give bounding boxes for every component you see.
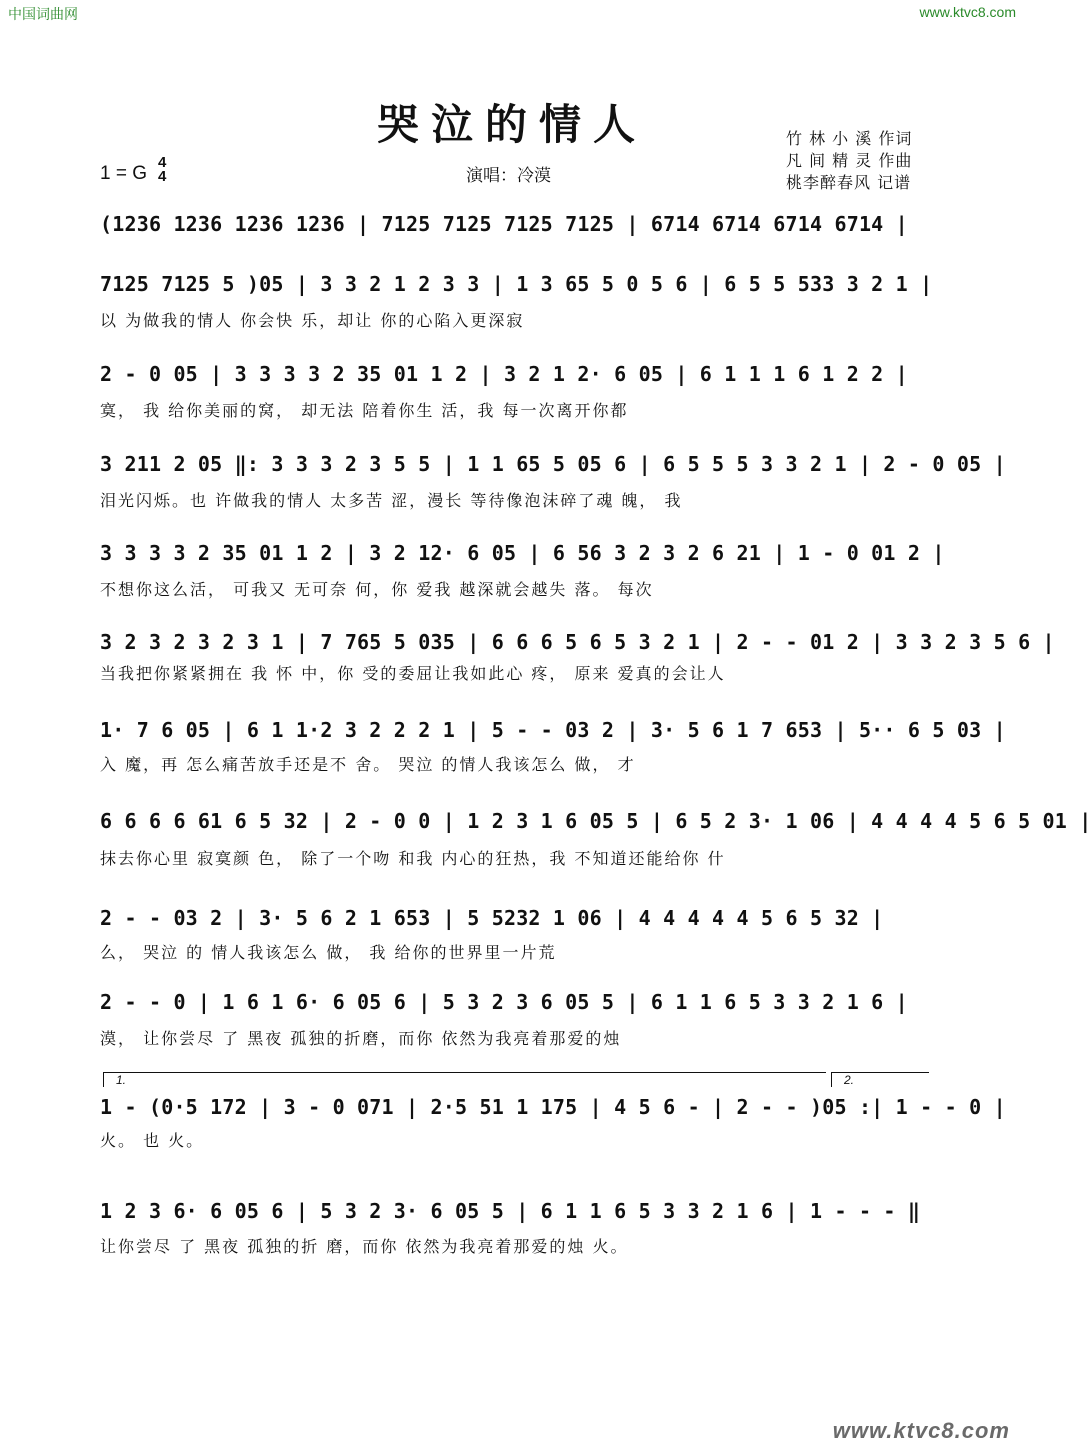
composer-credit: 凡 间 精 灵 作曲 — [786, 151, 913, 170]
score-notes-line: 7125 7125 5 )05 | 3 3 2 1 2 3 3 | 1 3 65 5 0 5 6 | 6 5 5 533 3 2 1 | — [100, 272, 933, 296]
score-lyrics-line: 抹去你心里 寂寞颜 色， 除了一个吻 和我 内心的狂热，我 不知道还能给你 什 — [100, 849, 726, 868]
score-lyrics-line: 么， 哭泣 的 情人我该怎么 做， 我 给你的世界里一片荒 — [100, 943, 557, 962]
time-signature — [158, 156, 166, 184]
score-notes-line: 6 6 6 6 61 6 5 32 | 2 - 0 0 | 1 2 3 1 6 05 5 | 6 5 2 3· 1 06 | 4 4 4 4 5 6 5 01 | — [100, 809, 1092, 833]
score-lyrics-line: 以 为做我的情人 你会快 乐，却让 你的心陷入更深寂 — [100, 311, 525, 330]
score-notes-line: 2 - - 03 2 | 3· 5 6 2 1 653 | 5 5232 1 06 | 4 4 4 4 4 5 6 5 32 | — [100, 906, 884, 930]
score-lyrics-line: 当我把你紧紧拥在 我 怀 中，你 受的委屈让我如此心 疼， 原来 爱真的会让人 — [100, 664, 726, 683]
singer-credit: 演唱：冷漠 — [466, 166, 551, 186]
key-signature: 1 = G — [100, 163, 147, 184]
site-url-bottom[interactable]: www.ktvc8.com — [832, 1418, 1010, 1443]
score-lyrics-line: 漠， 让你尝尽 了 黑夜 孤独的折磨，而你 依然为我亮着那爱的烛 — [100, 1029, 622, 1048]
transcriber-credit: 桃李醉春风 记谱 — [786, 173, 912, 192]
time-signature-bottom: 4 — [158, 168, 167, 185]
score-lyrics-line: 火。 也 火。 — [100, 1131, 205, 1150]
site-url-top-right[interactable]: www.ktvc8.com — [919, 4, 1016, 20]
score-lyrics-line: 入 魔，再 怎么痛苦放手还是不 舍。 哭泣 的情人我该怎么 做， 才 — [100, 755, 636, 774]
score-notes-line: 2 - - 0 | 1 6 1 6· 6 05 6 | 5 3 2 3 6 05 5 | 6 1 1 6 5 3 3 2 1 6 | — [100, 990, 908, 1014]
score-notes-line: 1 - (0·5 172 | 3 - 0 071 | 2·5 51 1 175 | 4 5 6 - | 2 - - )05 :| 1 - - 0 | — [100, 1095, 1006, 1119]
score-notes-line: 1· 7 6 05 | 6 1 1·2 3 2 2 2 1 | 5 - - 03 2 | 3· 5 6 1 7 653 | 5·· 6 5 03 | — [100, 718, 1006, 742]
second-ending-label: 2. — [844, 1073, 855, 1087]
score-notes-line: 3 2 3 2 3 2 3 1 | 7 765 5 035 | 6 6 6 5 6 5 3 2 1 | 2 - - 01 2 | 3 3 2 3 5 6 | — [100, 630, 1055, 654]
first-ending-bracket — [103, 1072, 826, 1087]
score-notes-line: (1236 1236 1236 1236 | 7125 7125 7125 7125 | 6714 6714 6714 6714 | — [100, 212, 908, 236]
score-notes-line: 2 - 0 05 | 3 3 3 3 2 35 01 1 2 | 3 2 1 2· 6 05 | 6 1 1 1 6 1 2 2 | — [100, 362, 908, 386]
site-name-top-left: 中国词曲网 — [8, 7, 78, 23]
second-ending-bracket — [831, 1072, 929, 1087]
score-lyrics-line: 不想你这么活， 可我又 无可奈 何，你 爱我 越深就会越失 落。 每次 — [100, 580, 654, 599]
time-signature-top: 4 — [158, 154, 167, 171]
score-notes-line: 3 211 2 05 ‖: 3 3 3 2 3 5 5 | 1 1 65 5 05 6 | 6 5 5 5 3 3 2 1 | 2 - 0 05 | — [100, 452, 1006, 476]
lyricist-credit: 竹 林 小 溪 作词 — [786, 129, 913, 148]
first-ending-label: 1. — [116, 1073, 127, 1087]
song-title: 哭泣的情人 — [376, 100, 647, 149]
score-notes-line: 3 3 3 3 2 35 01 1 2 | 3 2 12· 6 05 | 6 56 3 2 3 2 6 21 | 1 - 0 01 2 | — [100, 541, 945, 565]
credits-block — [786, 128, 912, 194]
score-lyrics-line: 寞， 我 给你美丽的窝， 却无法 陪着你生 活，我 每一次离开你都 — [100, 401, 629, 420]
score-notes-line: 1 2 3 6· 6 05 6 | 5 3 2 3· 6 05 5 | 6 1 1 6 5 3 3 2 1 6 | 1 - - - ‖ — [100, 1199, 921, 1223]
score-lyrics-line: 让你尝尽 了 黑夜 孤独的折 磨，而你 依然为我亮着那爱的烛 火。 — [100, 1237, 629, 1256]
score-lyrics-line: 泪光闪烁。也 许做我的情人 太多苦 涩，漫长 等待像泡沫碎了魂 魄， 我 — [100, 491, 683, 510]
